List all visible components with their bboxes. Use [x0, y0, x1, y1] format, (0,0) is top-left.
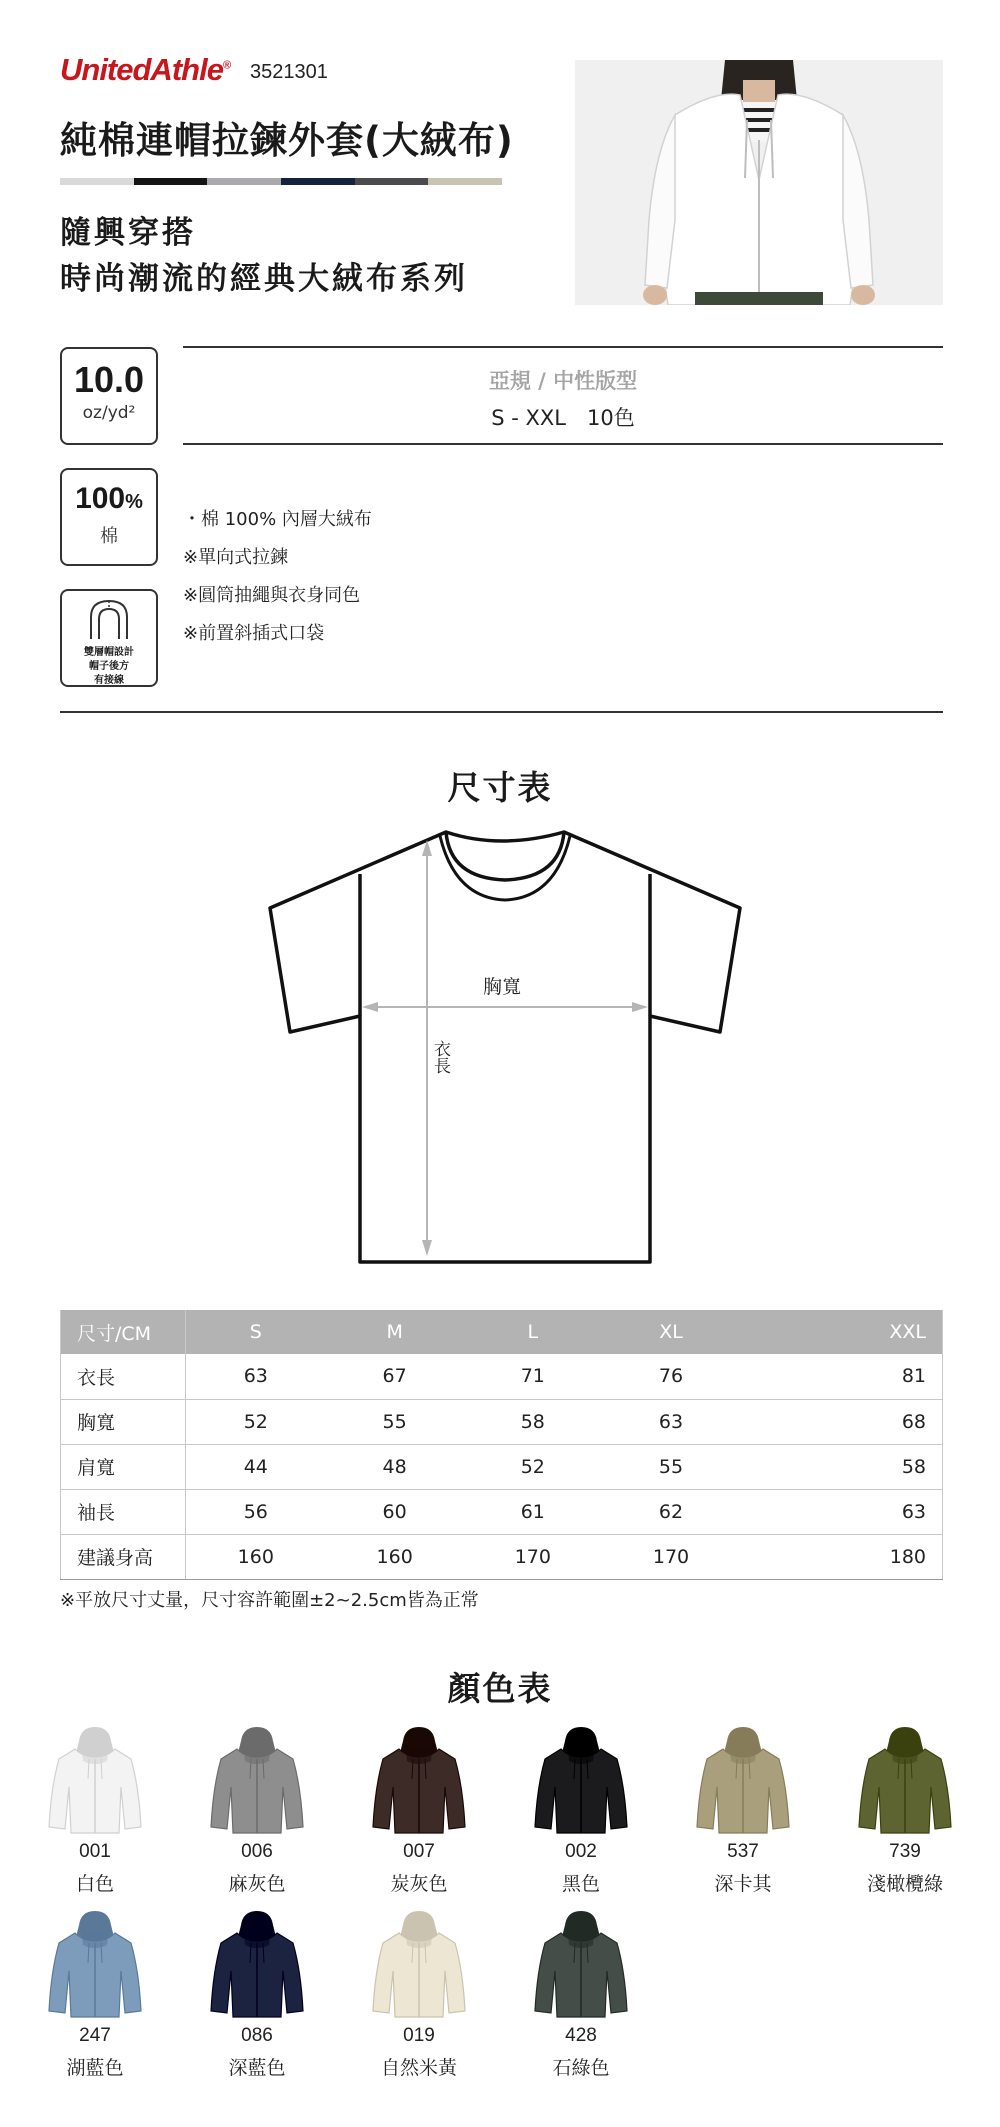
- color-strip-segment: [428, 178, 502, 185]
- table-cell: 48: [326, 1444, 464, 1489]
- table-cell: 81: [740, 1354, 942, 1399]
- color-swatch-247: [30, 1911, 160, 2080]
- color-strip-segment: [60, 178, 134, 185]
- table-cell: 63: [186, 1354, 326, 1399]
- hood-text-3: 有接線: [94, 675, 124, 686]
- color-name: 石綠色: [552, 2057, 610, 2079]
- row-label: 衣長: [61, 1354, 186, 1399]
- color-code: 739: [889, 1841, 921, 1862]
- color-name: 黑色: [561, 1873, 600, 1895]
- color-code: 019: [403, 2025, 435, 2046]
- fit-sizes: S - XXL 10色: [491, 406, 635, 430]
- section-divider: [60, 711, 943, 713]
- size-header-xxl: XXL: [740, 1310, 942, 1354]
- color-name: 白色: [75, 1873, 114, 1895]
- chest-label: 胸寬: [482, 976, 522, 998]
- table-cell: 160: [186, 1534, 326, 1579]
- color-swatch-019: [354, 1911, 484, 2080]
- hoodie-icon: [207, 1727, 307, 1835]
- size-header-s: S: [186, 1310, 326, 1354]
- color-code: 086: [241, 2025, 273, 2046]
- table-cell: 58: [740, 1444, 942, 1489]
- weight-unit: oz/yd²: [82, 403, 136, 423]
- fit-bottom-rule: [183, 443, 943, 445]
- table-cell: 62: [602, 1489, 740, 1534]
- table-row: [61, 1534, 943, 1579]
- color-name: 深卡其: [714, 1873, 772, 1895]
- hood-badge: [60, 589, 158, 687]
- cotton-value: 100: [75, 482, 126, 515]
- table-cell: 68: [740, 1399, 942, 1444]
- product-code: 3521301: [250, 61, 328, 83]
- table-cell: 63: [740, 1489, 942, 1534]
- hoodie-icon: [45, 1911, 145, 2019]
- color-name: 淺橄欖綠: [866, 1873, 943, 1895]
- length-label: 衣長: [430, 1040, 450, 1074]
- table-cell: 60: [326, 1489, 464, 1534]
- color-name: 湖藍色: [66, 2057, 124, 2079]
- color-code: 247: [79, 2025, 111, 2046]
- table-row: [61, 1354, 943, 1399]
- color-swatch-002: [516, 1727, 646, 1896]
- brand-name: UnitedAthle: [60, 52, 223, 87]
- hood-text-2: 帽子後方: [89, 661, 129, 672]
- tagline-2: 時尚潮流的經典大絨布系列: [60, 261, 468, 297]
- table-cell: 61: [464, 1489, 602, 1534]
- table-cell: 58: [464, 1399, 602, 1444]
- table-cell: 76: [602, 1354, 740, 1399]
- hoodie-icon: [531, 1727, 631, 1835]
- hoodie-icon: [531, 1911, 631, 2019]
- color-code: 428: [565, 2025, 597, 2046]
- size-header-l: L: [464, 1310, 602, 1354]
- fit-title: 亞規 / 中性版型: [488, 369, 638, 393]
- hood-text-1: 雙層帽設計: [84, 647, 134, 658]
- tshirt-diagram: [250, 820, 760, 1270]
- tagline-1: 隨興穿搭: [60, 215, 196, 251]
- color-strip-segment: [207, 178, 281, 185]
- hoodie-icon: [207, 1911, 307, 2019]
- color-swatch-428: [516, 1911, 646, 2080]
- table-row: [61, 1489, 943, 1534]
- color-strip-segment: [134, 178, 208, 185]
- table-cell: 67: [326, 1354, 464, 1399]
- color-strip-segment: [355, 178, 429, 185]
- table-cell: 180: [740, 1534, 942, 1579]
- fit-top-rule: [183, 346, 943, 348]
- color-code: 537: [727, 1841, 759, 1862]
- table-row: [61, 1444, 943, 1489]
- size-chart-title: 尺寸表: [447, 768, 553, 807]
- feature-3: ※圓筒抽繩與衣身同色: [183, 585, 361, 606]
- color-name: 深藍色: [228, 2057, 286, 2079]
- size-note: ※平放尺寸丈量，尺寸容許範圍±2~2.5cm皆為正常: [60, 1590, 479, 1611]
- hoodie-icon: [693, 1727, 793, 1835]
- color-code: 006: [241, 1841, 273, 1862]
- color-swatch-086: [192, 1911, 322, 2080]
- row-label: 建議身高: [61, 1534, 186, 1579]
- feature-1: ・棉 100% 內層大絨布: [183, 509, 372, 530]
- table-cell: 56: [186, 1489, 326, 1534]
- product-photo: [575, 60, 943, 305]
- cotton-percent: %: [125, 491, 143, 513]
- color-swatch-537: [678, 1727, 808, 1896]
- table-cell: 44: [186, 1444, 326, 1489]
- color-swatch-006: [192, 1727, 322, 1896]
- color-strip-segment: [281, 178, 355, 185]
- table-cell: 52: [464, 1444, 602, 1489]
- size-table-header: [61, 1310, 943, 1354]
- tshirt-outline: [270, 832, 740, 1262]
- color-swatch-001: [30, 1727, 160, 1896]
- table-cell: 71: [464, 1354, 602, 1399]
- size-header-unit: 尺寸/CM: [61, 1310, 186, 1354]
- size-header-m: M: [326, 1310, 464, 1354]
- hoodie-icon: [369, 1911, 469, 2019]
- feature-4: ※前置斜插式口袋: [183, 623, 325, 644]
- size-header-xl: XL: [602, 1310, 740, 1354]
- table-cell: 170: [602, 1534, 740, 1579]
- color-chart-title: 顏色表: [447, 1669, 553, 1708]
- cotton-label: 棉: [100, 526, 118, 547]
- color-swatch-739: [840, 1727, 970, 1896]
- cotton-badge: [60, 468, 158, 566]
- hoodie-icon: [855, 1727, 955, 1835]
- brand-logo: [60, 52, 230, 88]
- table-cell: 63: [602, 1399, 740, 1444]
- color-name: 自然米黃: [380, 2057, 457, 2079]
- color-name: 麻灰色: [228, 1873, 286, 1895]
- product-title: 純棉連帽拉鍊外套(大絨布): [60, 119, 514, 162]
- color-code: 007: [403, 1841, 435, 1862]
- hoodie-icon: [369, 1727, 469, 1835]
- table-cell: 52: [186, 1399, 326, 1444]
- table-cell: 170: [464, 1534, 602, 1579]
- row-label: 肩寬: [61, 1444, 186, 1489]
- size-table: [60, 1310, 943, 1580]
- weight-value: 10.0: [73, 359, 145, 400]
- color-code: 001: [79, 1841, 111, 1862]
- feature-2: ※單向式拉鍊: [183, 547, 289, 568]
- color-code: 002: [565, 1841, 597, 1862]
- color-swatch-007: [354, 1727, 484, 1896]
- row-label: 胸寬: [61, 1399, 186, 1444]
- color-strip: [60, 178, 502, 185]
- brand-registered-mark: ®: [222, 59, 231, 72]
- row-label: 袖長: [61, 1489, 186, 1534]
- hood-icon: [79, 597, 139, 641]
- hoodie-icon: [45, 1727, 145, 1835]
- weight-badge: [60, 347, 158, 445]
- table-cell: 55: [326, 1399, 464, 1444]
- table-cell: 55: [602, 1444, 740, 1489]
- table-row: [61, 1399, 943, 1444]
- table-cell: 160: [326, 1534, 464, 1579]
- color-name: 炭灰色: [390, 1873, 448, 1895]
